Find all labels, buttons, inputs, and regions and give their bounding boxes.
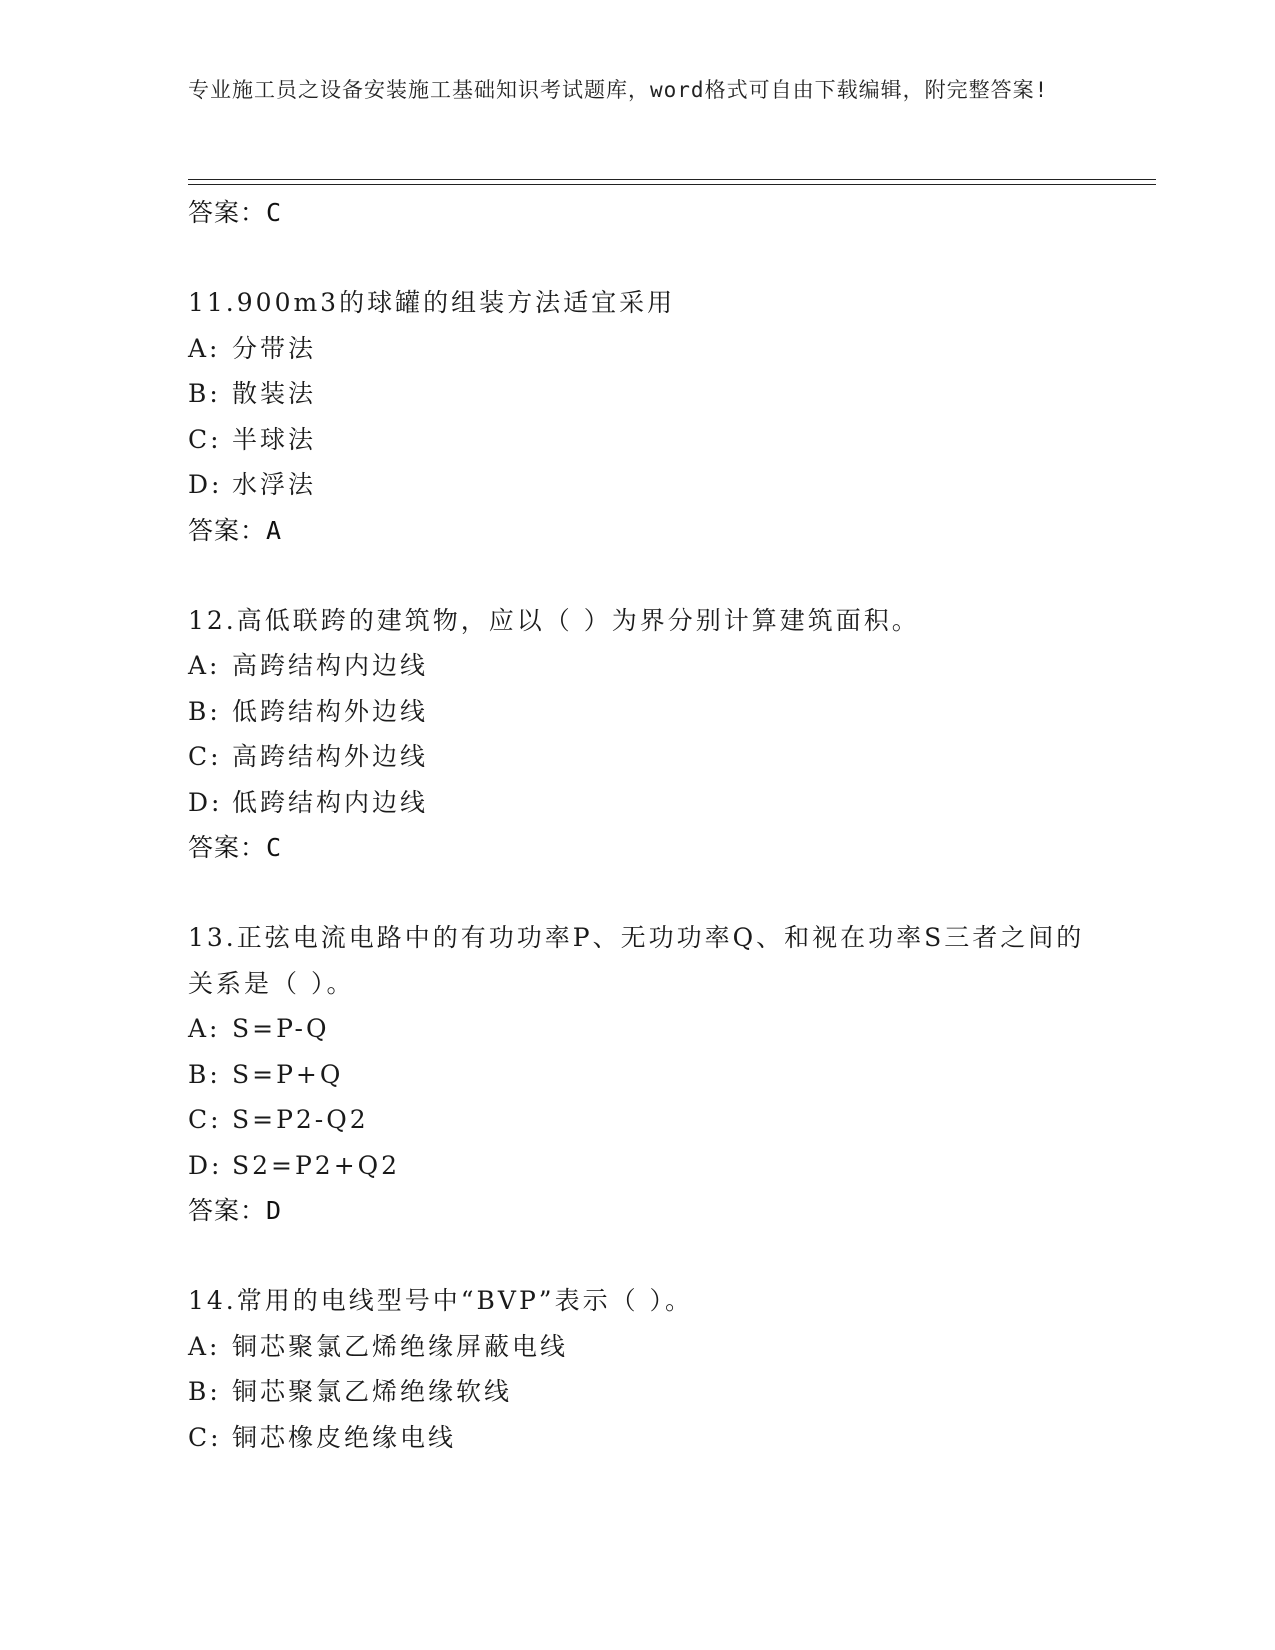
question-text: 14.常用的电线型号中“BVP”表示（ ）。 <box>188 1286 694 1315</box>
answer-line: 答案：D <box>188 1196 283 1225</box>
question-text: 12.高低联跨的建筑物，应以（ ）为界分别计算建筑面积。 <box>188 605 920 635</box>
option-c <box>188 417 1088 463</box>
question-text: 11.900m3的球罐的组装方法适宜采用 <box>188 288 676 317</box>
option-a <box>188 1006 1088 1052</box>
spacer <box>188 1233 1088 1278</box>
option-b <box>188 1052 1088 1098</box>
option-key: B: <box>188 1377 221 1406</box>
question-text: 13.正弦电流电路中的有功功率P、无功功率Q、和视在功率S三者之间的关系是（ ）。 <box>188 923 1085 998</box>
option-text: S=P-Q <box>232 1014 330 1043</box>
option-text: 水浮法 <box>232 470 317 499</box>
option-text: S=P2-Q2 <box>232 1105 369 1134</box>
option-text: 铜芯聚氯乙烯绝缘软线 <box>232 1377 513 1406</box>
option-key: B: <box>188 379 221 408</box>
header-rule-top <box>188 179 1156 180</box>
option-a <box>188 643 1088 689</box>
question-list <box>188 190 1088 1460</box>
option-d <box>188 1143 1088 1189</box>
option-text: 低跨结构外边线 <box>232 696 429 726</box>
header-rule-bottom <box>188 184 1156 185</box>
option-text: 半球法 <box>232 424 317 454</box>
option-text: S=P+Q <box>232 1059 344 1089</box>
question-block <box>188 280 1088 553</box>
option-key: C: <box>188 742 222 771</box>
option-d <box>188 462 1088 508</box>
option-b <box>188 371 1088 417</box>
question-block <box>188 1278 1088 1460</box>
option-a <box>188 326 1088 372</box>
document-header: 专业施工员之设备安装施工基础知识考试题库，word格式可自由下载编辑，附完整答案! <box>188 78 1049 102</box>
option-text: 低跨结构内边线 <box>232 787 429 817</box>
answer-line: 答案：C <box>188 833 283 862</box>
option-text: 铜芯聚氯乙烯绝缘屏蔽电线 <box>232 1331 569 1361</box>
option-key: C: <box>188 1105 222 1134</box>
option-key: A: <box>188 1014 221 1043</box>
option-text: 高跨结构外边线 <box>232 742 429 771</box>
option-key: C: <box>188 1422 222 1452</box>
option-c <box>188 1415 1088 1461</box>
question-block <box>188 598 1088 871</box>
option-b <box>188 1369 1088 1415</box>
answer-line: 答案：A <box>188 515 283 545</box>
option-key: C: <box>188 424 222 454</box>
option-d <box>188 780 1088 826</box>
option-a <box>188 1324 1088 1370</box>
option-key: D: <box>188 1150 223 1180</box>
option-key: D: <box>188 787 223 817</box>
option-text: S2=P2+Q2 <box>232 1150 401 1180</box>
option-key: A: <box>188 651 221 680</box>
option-key: B: <box>188 1059 221 1089</box>
question-block <box>188 915 1088 1233</box>
option-c <box>188 734 1088 780</box>
option-key: A: <box>188 1331 221 1361</box>
option-b <box>188 689 1088 735</box>
spacer <box>188 870 1088 915</box>
option-c <box>188 1097 1088 1143</box>
answer-line: 答案：C <box>188 198 283 227</box>
option-text: 散装法 <box>232 379 317 408</box>
spacer <box>188 235 1088 280</box>
option-text: 铜芯橡皮绝缘电线 <box>232 1422 457 1452</box>
option-text: 高跨结构内边线 <box>232 651 429 680</box>
option-key: B: <box>188 696 221 726</box>
spacer <box>188 553 1088 598</box>
option-text: 分带法 <box>232 333 317 363</box>
option-key: A: <box>188 333 221 363</box>
option-key: D: <box>188 470 223 499</box>
